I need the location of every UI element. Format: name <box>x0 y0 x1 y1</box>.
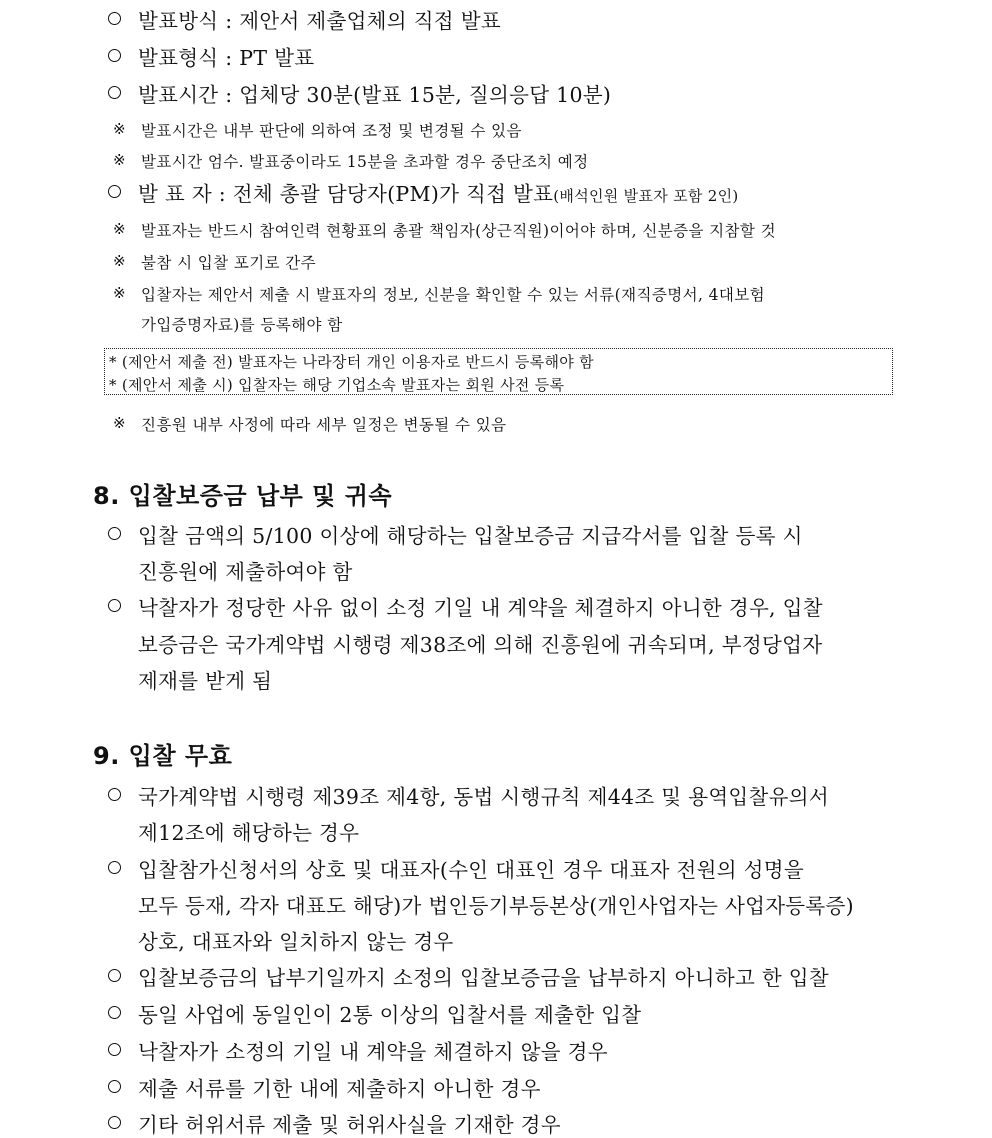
invalid-item-5: 낙찰자가 소정의 기일 내 계약을 체결하지 않을 경우 <box>138 1040 608 1064</box>
presenter-note-2: 불참 시 입찰 포기로 간주 <box>141 254 317 272</box>
note-mark-icon: ※ <box>113 220 126 238</box>
registration-notice-box <box>104 348 893 395</box>
circle-bullet-icon <box>108 185 121 198</box>
circle-bullet-icon <box>108 527 121 540</box>
section-9-title: 9. 입찰 무효 <box>93 742 233 770</box>
circle-bullet-icon <box>108 599 121 612</box>
section-8-title: 8. 입찰보증금 납부 및 귀속 <box>93 482 393 510</box>
circle-bullet-icon <box>108 1006 121 1019</box>
presentation-format: 발표형식 : PT 발표 <box>138 46 315 70</box>
presenter-note-3-line2: 가입증명자료)를 등록해야 함 <box>141 316 343 334</box>
box-line-1: * (제안서 제출 전) 발표자는 나라장터 개인 이용자로 반드시 등록해야 함 <box>109 353 594 371</box>
deposit-item-1-line2: 진흥원에 제출하여야 함 <box>138 560 353 584</box>
note-mark-icon: ※ <box>113 414 126 432</box>
presenter-main: 발 표 자 : 전체 총괄 담당자(PM)가 직접 발표 <box>138 182 554 206</box>
circle-bullet-icon <box>108 788 121 801</box>
circle-bullet-icon <box>108 1043 121 1056</box>
note-mark-icon: ※ <box>113 252 126 270</box>
presenter-note-1: 발표자는 반드시 참여인력 현황표의 총괄 책임자(상근직원)이어야 하며, 신분증을 지참할 것 <box>141 222 776 240</box>
deposit-item-2-line2: 보증금은 국가계약법 시행령 제38조에 의해 진흥원에 귀속되며, 부정당업자 <box>138 633 823 657</box>
circle-bullet-icon <box>108 49 121 62</box>
presenter-paren: (배석인원 발표자 포함 2인) <box>553 187 739 205</box>
deposit-item-2-line1: 낙찰자가 정당한 사유 없이 소정 기일 내 계약을 체결하지 아니한 경우, 입찰 <box>138 596 823 620</box>
invalid-item-1-line1: 국가계약법 시행령 제39조 제4항, 동법 시행규칙 제44조 및 용역입찰유의서 <box>138 785 829 809</box>
circle-bullet-icon <box>108 861 121 874</box>
circle-bullet-icon <box>108 12 121 25</box>
deposit-item-2-line3: 제재를 받게 됨 <box>138 669 273 693</box>
schedule-note: 진흥원 내부 사정에 따라 세부 일정은 변동될 수 있음 <box>141 416 507 434</box>
time-note-2: 발표시간 엄수. 발표중이라도 15분을 초과할 경우 중단조치 예정 <box>141 153 589 171</box>
note-mark-icon: ※ <box>113 284 126 302</box>
invalid-item-3: 입찰보증금의 납부기일까지 소정의 입찰보증금을 납부하지 아니하고 한 입찰 <box>138 966 830 990</box>
circle-bullet-icon <box>108 1116 121 1129</box>
note-mark-icon: ※ <box>113 120 126 138</box>
invalid-item-6: 제출 서류를 기한 내에 제출하지 아니한 경우 <box>138 1077 541 1101</box>
presentation-method: 발표방식 : 제안서 제출업체의 직접 발표 <box>138 9 501 33</box>
note-mark-icon: ※ <box>113 151 126 169</box>
deposit-item-1-line1: 입찰 금액의 5/100 이상에 해당하는 입찰보증금 지급각서를 입찰 등록 시 <box>138 524 803 548</box>
presenter <box>138 177 739 207</box>
invalid-item-7: 기타 허위서류 제출 및 허위사실을 기재한 경우 <box>138 1113 561 1137</box>
circle-bullet-icon <box>108 969 121 982</box>
invalid-item-1-line2: 제12조에 해당하는 경우 <box>138 821 360 845</box>
invalid-item-2-line3: 상호, 대표자와 일치하지 않는 경우 <box>138 930 454 954</box>
invalid-item-4: 동일 사업에 동일인이 2통 이상의 입찰서를 제출한 입찰 <box>138 1003 642 1027</box>
presenter-note-3-line1: 입찰자는 제안서 제출 시 발표자의 정보, 신분을 확인할 수 있는 서류(재직증명서, 4대보험 <box>141 286 766 304</box>
presentation-time: 발표시간 : 업체당 30분(발표 15분, 질의응답 10분) <box>138 83 612 107</box>
time-note-1: 발표시간은 내부 판단에 의하여 조정 및 변경될 수 있음 <box>141 122 522 140</box>
box-line-2: * (제안서 제출 시) 입찰자는 해당 기업소속 발표자는 회원 사전 등록 <box>109 376 565 394</box>
circle-bullet-icon <box>108 86 121 99</box>
invalid-item-2-line2: 모두 등재, 각자 대표도 해당)가 법인등기부등본상(개인사업자는 사업자등록증) <box>138 894 854 918</box>
invalid-item-2-line1: 입찰참가신청서의 상호 및 대표자(수인 대표인 경우 대표자 전원의 성명을 <box>138 858 804 882</box>
circle-bullet-icon <box>108 1080 121 1093</box>
